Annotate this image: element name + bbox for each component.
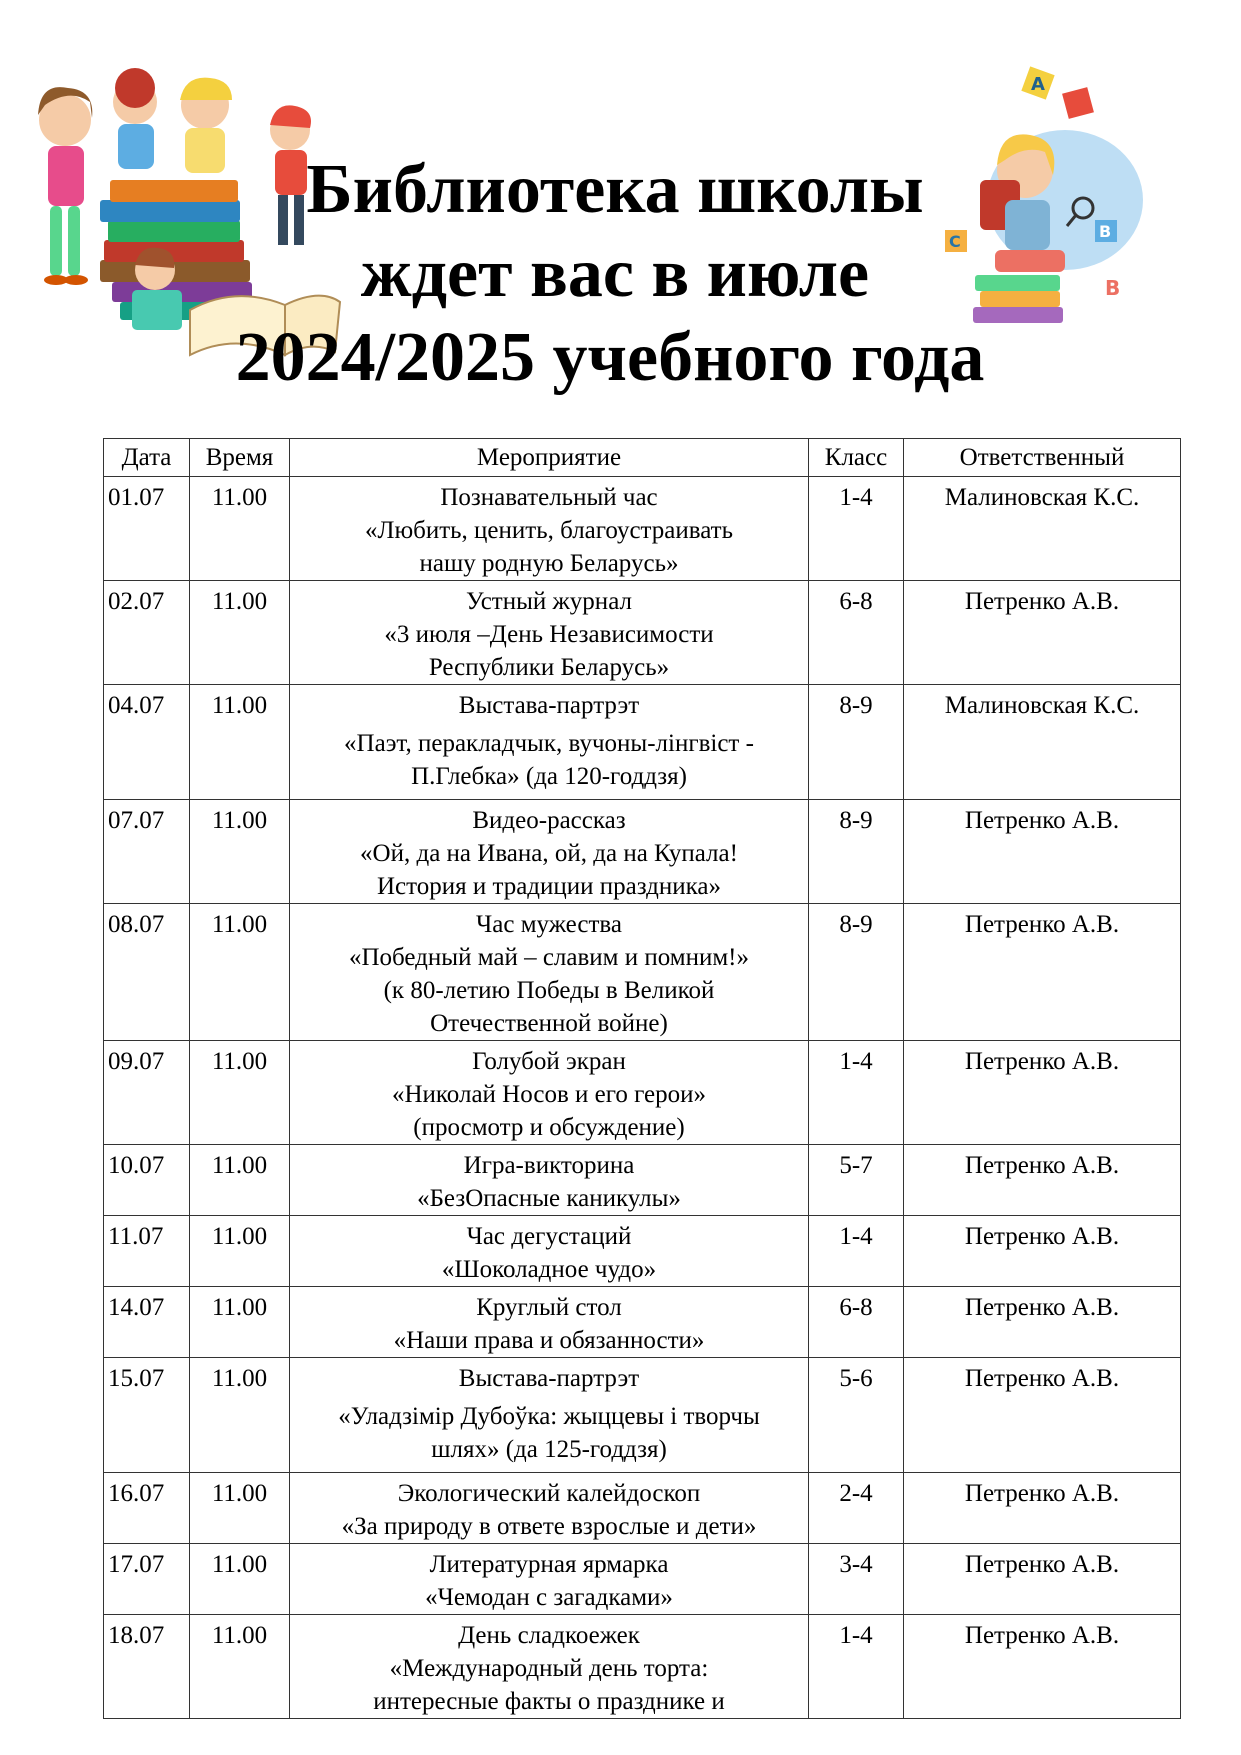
cell-event	[290, 477, 809, 581]
cell-date: 08.07	[104, 904, 190, 1041]
cell-date: 11.07	[104, 1216, 190, 1287]
cell-responsible: Петренко А.В.	[904, 1615, 1181, 1719]
svg-text:B: B	[1105, 276, 1121, 300]
event-line: «Николай Носов и его герои»	[391, 1081, 706, 1108]
cell-time: 11.00	[190, 685, 290, 800]
cell-date: 02.07	[104, 581, 190, 685]
event-type: Час мужества	[476, 911, 622, 938]
event-type: Выстава-партрэт	[458, 1365, 640, 1392]
cell-date: 04.07	[104, 685, 190, 800]
table-row	[104, 1544, 1181, 1615]
cell-date: 18.07	[104, 1615, 190, 1719]
table-row	[104, 1473, 1181, 1544]
cell-grade: 8-9	[809, 685, 904, 800]
table-row	[104, 685, 1181, 800]
event-line: «Международный день торта:	[389, 1655, 709, 1682]
event-line: интересные факты о празднике и	[373, 1688, 725, 1715]
cell-event	[290, 1544, 809, 1615]
event-line: «Паэт, перакладчык, вучоны-лінгвіст -	[344, 730, 754, 757]
cell-grade: 1-4	[809, 477, 904, 581]
cell-date: 16.07	[104, 1473, 190, 1544]
event-line: Отечественной войне)	[430, 1010, 668, 1037]
header-grade: Класс	[809, 439, 904, 477]
event-line: История и традиции праздника»	[376, 873, 722, 900]
cell-responsible: Малиновская К.С.	[904, 685, 1181, 800]
header-event: Мероприятие	[290, 439, 809, 477]
event-line: «Уладзімір Дубоўка: жыццевы і творчы	[338, 1403, 760, 1430]
cell-date: 09.07	[104, 1041, 190, 1145]
event-line: «Любить, ценить, благоустраивать	[364, 517, 734, 544]
cell-date: 14.07	[104, 1287, 190, 1358]
cell-date: 17.07	[104, 1544, 190, 1615]
header-responsible: Ответственный	[904, 439, 1181, 477]
table-header-row	[104, 439, 1181, 477]
table-row	[104, 1358, 1181, 1473]
event-type: Час дегустаций	[466, 1223, 632, 1250]
cell-time: 11.00	[190, 1473, 290, 1544]
cell-time: 11.00	[190, 800, 290, 904]
event-line: «За природу в ответе взрослые и дети»	[341, 1513, 757, 1540]
svg-text:C: C	[949, 232, 961, 251]
cell-responsible: Петренко А.В.	[904, 904, 1181, 1041]
cell-grade: 6-8	[809, 1287, 904, 1358]
cell-responsible: Петренко А.В.	[904, 1544, 1181, 1615]
cell-responsible: Петренко А.В.	[904, 1041, 1181, 1145]
event-type: Устный журнал	[466, 588, 632, 615]
cell-time: 11.00	[190, 1216, 290, 1287]
cell-time: 11.00	[190, 1358, 290, 1473]
cell-responsible: Петренко А.В.	[904, 1473, 1181, 1544]
cell-event	[290, 1041, 809, 1145]
table-row	[104, 1216, 1181, 1287]
table-row	[104, 1145, 1181, 1216]
cell-grade: 3-4	[809, 1544, 904, 1615]
title-line-1: Библиотека школы	[306, 151, 924, 228]
event-line: «Победный май – славим и помним!»	[348, 944, 750, 971]
event-line: П.Глебка» (да 120-годдзя)	[411, 763, 687, 790]
cell-date: 15.07	[104, 1358, 190, 1473]
cell-time: 11.00	[190, 1041, 290, 1145]
cell-event	[290, 1615, 809, 1719]
cell-responsible: Петренко А.В.	[904, 1358, 1181, 1473]
cell-date: 10.07	[104, 1145, 190, 1216]
cell-time: 11.00	[190, 904, 290, 1041]
title-line-3: 2024/2025 учебного года	[235, 319, 985, 396]
event-line: «БезОпасные каникулы»	[417, 1185, 681, 1212]
table-row	[104, 800, 1181, 904]
event-line: «Шоколадное чудо»	[441, 1256, 657, 1283]
cell-grade: 1-4	[809, 1216, 904, 1287]
cell-grade: 2-4	[809, 1473, 904, 1544]
header-date: Дата	[104, 439, 190, 477]
cell-date: 07.07	[104, 800, 190, 904]
event-type: Экологический калейдоскоп	[397, 1480, 701, 1507]
cell-event	[290, 685, 809, 800]
cell-responsible: Петренко А.В.	[904, 800, 1181, 904]
cell-time: 11.00	[190, 1615, 290, 1719]
event-line: (к 80-летию Победы в Великой	[383, 977, 715, 1004]
event-type: Выстава-партрэт	[458, 692, 640, 719]
table-row	[104, 904, 1181, 1041]
event-type: Голубой экран	[472, 1048, 626, 1075]
cell-time: 11.00	[190, 1145, 290, 1216]
cell-time: 11.00	[190, 477, 290, 581]
event-line: (просмотр и обсуждение)	[413, 1114, 685, 1141]
event-line: «Чемодан с загадками»	[425, 1584, 673, 1611]
cell-grade: 5-6	[809, 1358, 904, 1473]
cell-event	[290, 800, 809, 904]
event-line: Республики Беларусь»	[428, 654, 670, 681]
event-line: «Ой, да на Ивана, ой, да на Купала!	[360, 840, 738, 867]
cell-grade: 8-9	[809, 904, 904, 1041]
cell-time: 11.00	[190, 1544, 290, 1615]
cell-event	[290, 1473, 809, 1544]
cell-time: 11.00	[190, 1287, 290, 1358]
cell-event	[290, 1145, 809, 1216]
event-line: «3 июля –День Независимости	[384, 621, 714, 648]
svg-text:A: A	[1031, 74, 1045, 95]
table-row	[104, 1041, 1181, 1145]
girl-figure-icon	[38, 87, 92, 285]
cell-event	[290, 1358, 809, 1473]
cell-event	[290, 1287, 809, 1358]
table-row	[104, 477, 1181, 581]
table-row	[104, 581, 1181, 685]
cell-grade: 8-9	[809, 800, 904, 904]
cell-responsible: Петренко А.В.	[904, 1145, 1181, 1216]
cell-grade: 6-8	[809, 581, 904, 685]
event-line: нашу родную Беларусь»	[419, 550, 679, 577]
cell-event	[290, 904, 809, 1041]
event-type: Литературная ярмарка	[429, 1551, 669, 1578]
event-type: Круглый стол	[476, 1294, 622, 1321]
cell-responsible: Петренко А.В.	[904, 581, 1181, 685]
cell-grade: 1-4	[809, 1041, 904, 1145]
event-type: Видео-рассказ	[472, 807, 626, 834]
cell-responsible: Малиновская К.С.	[904, 477, 1181, 581]
table-row	[104, 1615, 1181, 1719]
cell-event	[290, 581, 809, 685]
title-line-2: ждет вас в июле	[360, 235, 870, 312]
schedule-table	[103, 438, 1181, 1719]
cell-grade: 1-4	[809, 1615, 904, 1719]
table-row	[104, 1287, 1181, 1358]
cell-responsible: Петренко А.В.	[904, 1216, 1181, 1287]
event-type: День сладкоежек	[458, 1622, 640, 1649]
event-line: «Наши права и обязанности»	[393, 1327, 705, 1354]
page-title	[235, 148, 1090, 400]
svg-text:B: B	[1099, 222, 1112, 241]
header-time: Время	[190, 439, 290, 477]
cell-grade: 5-7	[809, 1145, 904, 1216]
event-type: Игра-викторина	[463, 1152, 635, 1179]
event-line: шлях» (да 125-годдзя)	[431, 1436, 667, 1463]
cell-event	[290, 1216, 809, 1287]
cell-date: 01.07	[104, 477, 190, 581]
event-type: Познавательный час	[440, 484, 658, 511]
cell-responsible: Петренко А.В.	[904, 1287, 1181, 1358]
cell-time: 11.00	[190, 581, 290, 685]
